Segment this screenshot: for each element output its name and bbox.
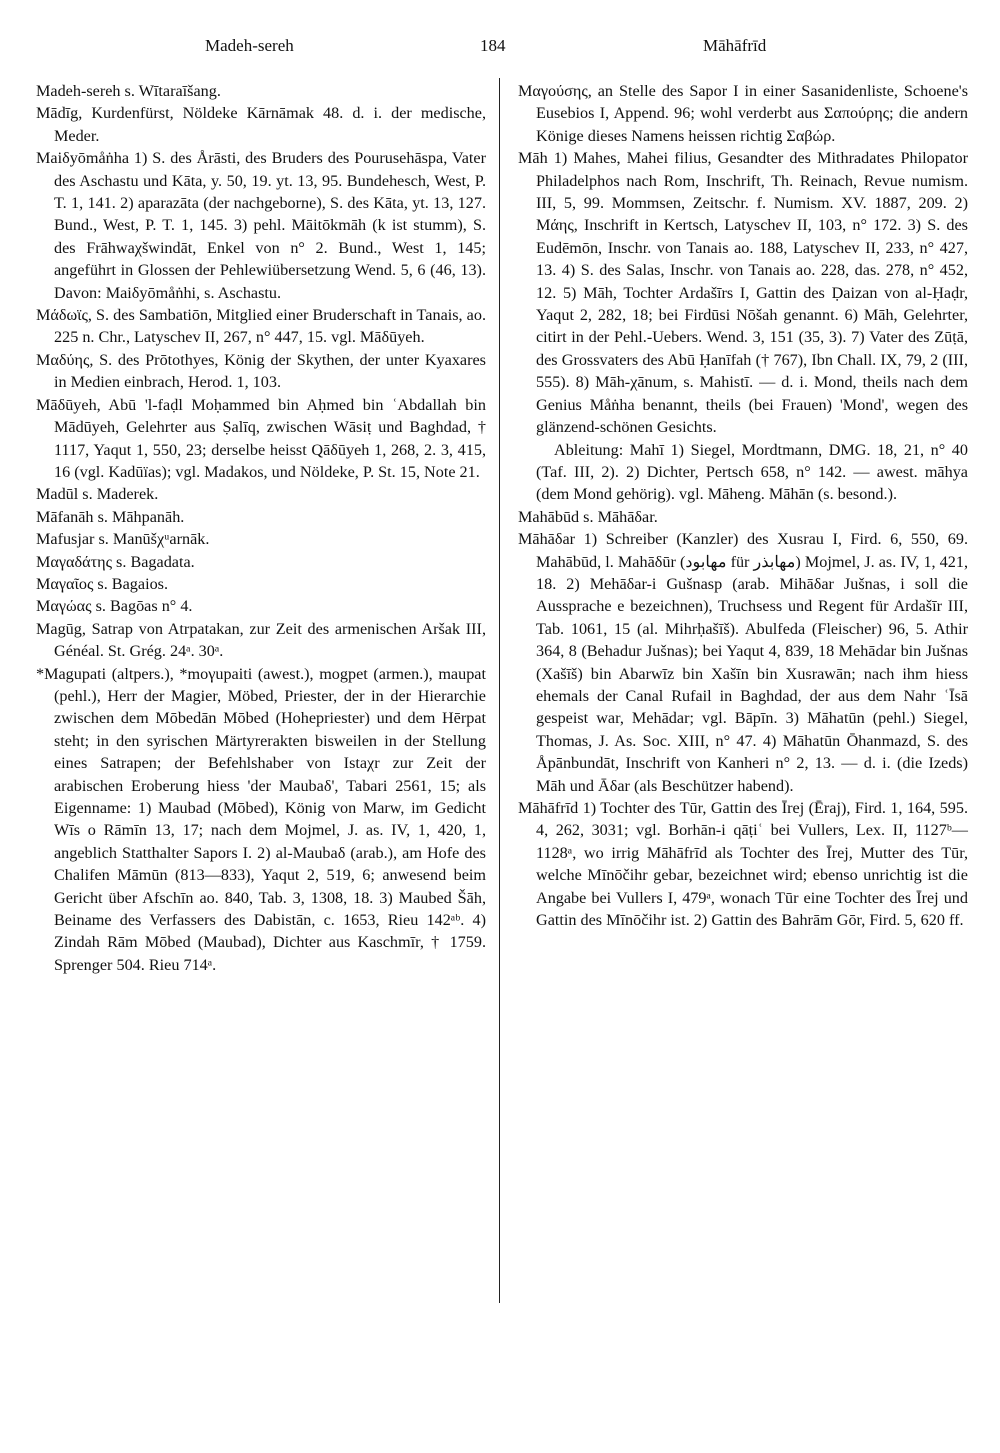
entry-mahadar: Māhāδar 1) Schreiber (Kanzler) des Xusrau I, Fird. 6, 550, 69. Mahābūd, l. Mahāδūr (مهابود für مهابذر) Mojmel, J. as. IV, 1, 421, 18. 2) Mehāδar-i Gušnasp (arab. Mihāδar Jušnas, i soll die Aussprache e bezeichnen), Truchsess und Regent für Ardašīr III, Tab. 1061, 15 (al. Mihrḥašīš). Abulfeda (Fleischer) 96, 5. Athir 364, 8 (Behadur Jušnas); bei Yaqut 4, 839, 18 Mehādar bin Jušnas (Xašīš) bin Abarwīz bin Xašīn bin Xusrawān; nach ihm hiess ehemals der Canal Rufail in Baghdad, der aus dem Nahr ʿĪsā gespeist war, Mehādar; vgl. Bāpīn. 3) Māhatūn (pehl.) Siegel, Thomas, J. As. Soc. XIII, n° 47. 4) Māhatūn Ōhanmazd, S. des Åpānbundāt, Inschrift von Kanheri n° 2, 13. — d. i. (die Izeds) Māh und Āδar (als Beschützer habend). xyxy=(518,530,968,795)
entry-madeh-sereh: Madeh-sereh s. Wītaraīšang. xyxy=(36,82,221,100)
entry-magug: Magūg, Satrap von Atrpatakan, zur Zeit des armenischen Aršak III, Généal. St. Grég. 24ᵃ. 30ᵃ. xyxy=(36,619,486,661)
entry-mah-ableitung: Ableitung: Mahī 1) Siegel, Mordtmann, DMG. 18, 21, n° 40 (Taf. III, 2). 2) Dichter, Pertsch 658, n° 142. — awest. māhya (dem Mond gehörig). vgl. Māheng. Māhān (s. besond.). xyxy=(536,440,968,504)
entry-mah: Māh 1) Mahes, Mahei filius, Gesandter des Mithradates Philopator Philadelphos nach Rom, Inschrift, Th. Reinach, Revue numism. III, 5, 99. Mommsen, Zeitschr. f. Numism. XV. 1887, 209. 2) Μάης, Inschrift in Kertsch, Latyschev II, 103, n° 172. 3) S. des Eudēmōn, Inschr. von Tanais ao. 188, Latyschev II, 233, n° 427, 13. 4) S. des Salas, Inschr. von Tanais ao. 228, das. 278, n° 452, 12. 5) Māh, Tochter Ardašīrs I, Gattin des Ḍaizan von al-Ḥaḍr, Yaqut 2, 282, 18; bei Firdūsi Nōšah genannt. 6) Māh, Gelehrter, citirt in der Pehl.-Uebers. Wend. 3, 151 (35, 3). 7) Vater des Zūṭā, des Grossvaters des Abū Ḥanīfah († 767), Ibn Chall. IX, 79, 2 (III, 555). 8) Māh-χānum, s. Mahistī. — d. i. Mond, theils nach dem Genius Måṅha benannt, theils (bei Frauen) 'Mond', wegen des glänzend-schönen Gesichts. xyxy=(518,149,968,437)
entry-maduyeh: Māδūyeh, Abū 'l-faḍl Moḥammed bin Aḥmed bin ʿAbdallah bin Mādūyeh, Gelehrter aus Ṣalīq, zwischen Wāsiṭ und Baghdad, † 1117, Yaqut 1, 550, 23; derselbe heisst Qāδūyeh 1, 268, 2. 3, 415, 16 (vgl. Kadūïas); vgl. Madakos, und Nöldeke, P. St. 15, Note 21. xyxy=(36,395,486,481)
entry-mahafrid: Māhāfrīd 1) Tochter des Tūr, Gattin des Īrej (Ēraj), Fird. 1, 164, 595. 4, 262, 3031; vgl. Borhān-i qāṭiʿ bei Vullers, Lex. II, 1127ᵇ—1128ᵃ, wo irrig Māhāfrīd als Tochter des Īrej, Mutter des Tūr, welche Mīnōčihr gebar, bezeichnet wird; ebenso unrichtig ist die Angabe bei Vullers I, 479ᵃ, wonach Tūr eine Tochter des Īrej und Gattin des Mīnōčihr ist. 2) Gattin des Bahrām Gōr, Fird. 5, 620 ff. xyxy=(518,799,968,930)
entry-magouses: Μαγούσης, an Stelle des Sapor I in einer Sasanidenliste, Schoene's Eusebios I, Append. 96; wohl verderbt aus Σαπούρης; die andern Könige dieses Namens heissen richtig Σαβώρ. xyxy=(518,82,968,145)
entry-mahabud: Mahābūd s. Māhāδar. xyxy=(518,507,658,526)
left-column xyxy=(36,80,486,976)
entry-madig: Mādīg, Kurdenfürst, Nöldeke Kārnāmak 48. d. i. der medische, Meder. xyxy=(36,104,486,145)
entry-madois: Μάδωϊς, S. des Sambatiōn, Mitglied einer Bruderschaft in Tanais, ao. 225 n. Chr., Latyschev II, 267, n° 447, 15. vgl. Māδūyeh. xyxy=(36,306,486,347)
entry-maidyomaha: Maiδyōmåṅha 1) S. des Årāsti, des Bruders des Pourusehāspa, Vater des Aschastu und Kāta, y. 50, 19. yt. 13, 95. Bundehesch, West, P. T. 1, 141. 2) aparazāta (der nachgeborne), S. des Kāta, yt. 13, 127. Bund., West, P. T. 1, 145. 3) pehl. Māitōkmāh (k ist stumm), S. des Frāhwaχšwindāt, Enkel von n° 2. Bund., West 1, 145; angeführt in Glossen der Pehlewiübersetzung Wend. 5, 6 (46, 13). Davon: Maiδyōmåṅhi, s. Aschastu. xyxy=(36,149,486,302)
entry-magadates: Μαγαδάτης s. Bagadata. xyxy=(36,552,195,571)
entry-magaios: Μαγαῖος s. Bagaios. xyxy=(36,574,169,593)
entry-magoas: Μαγώας s. Bagōas n° 4. xyxy=(36,597,193,616)
entry-mafusjar: Mafusjar s. Manūšχᵘarnāk. xyxy=(36,530,210,549)
entry-mafanah: Māfanāh s. Māhpanāh. xyxy=(36,507,185,526)
right-column xyxy=(518,80,968,931)
entry-madyes: Μαδύης, S. des Prōtothyes, König der Skythen, der unter Kyaxares in Medien einbrach, Herod. 1, 103. xyxy=(36,350,486,392)
running-head-right: Māhāfrīd xyxy=(703,36,767,55)
entry-magupati: *Magupati (altpers.), *moγupaiti (awest.), mogpet (armen.), maupat (pehl.), Herr der Magier, Möbed, Priester, der in der Hierarchie zwischen dem Mōbedān Mōbed (Hohepriester) und dem Hērpat steht; in den syrischen Märtyrerakten bisweilen in der Stellung eines Satrapen; der Befehlshaber von Istaχr zur Zeit der arabischen Eroberung hiess 'der Maubaδ', Tabari 2561, 15; als Eigenname: 1) Maubad (Mōbed), König von Marw, im Gedicht Wīs o Rāmīn 13, 17; nach dem Mojmel, J. as. IV, 1, 420, 1, angeblich Statthalter Sapors I. 2) al-Maubaδ (arab.), am Hofe des Chalifen Māmūn (813—833), Yaqut 2, 519, 6; anwesend beim Gericht über Afschīn ao. 840, Tab. 3, 1308, 18. 3) Maubed Šāh, Beiname des Verfassers des Dabistān, c. 1653, Rieu 142ᵃᵇ. 4) Zindah Rām Mōbed (Maubad), Dichter aus Kaschmīr, † 1759. Sprenger 504. Rieu 714ᵃ. xyxy=(36,664,486,974)
page-number: 184 xyxy=(480,36,506,55)
column-divider xyxy=(499,78,500,1303)
entry-madul: Madūl s. Maderek. xyxy=(36,485,159,504)
page-header xyxy=(0,36,1000,62)
running-head-left: Madeh-sereh xyxy=(205,36,294,55)
